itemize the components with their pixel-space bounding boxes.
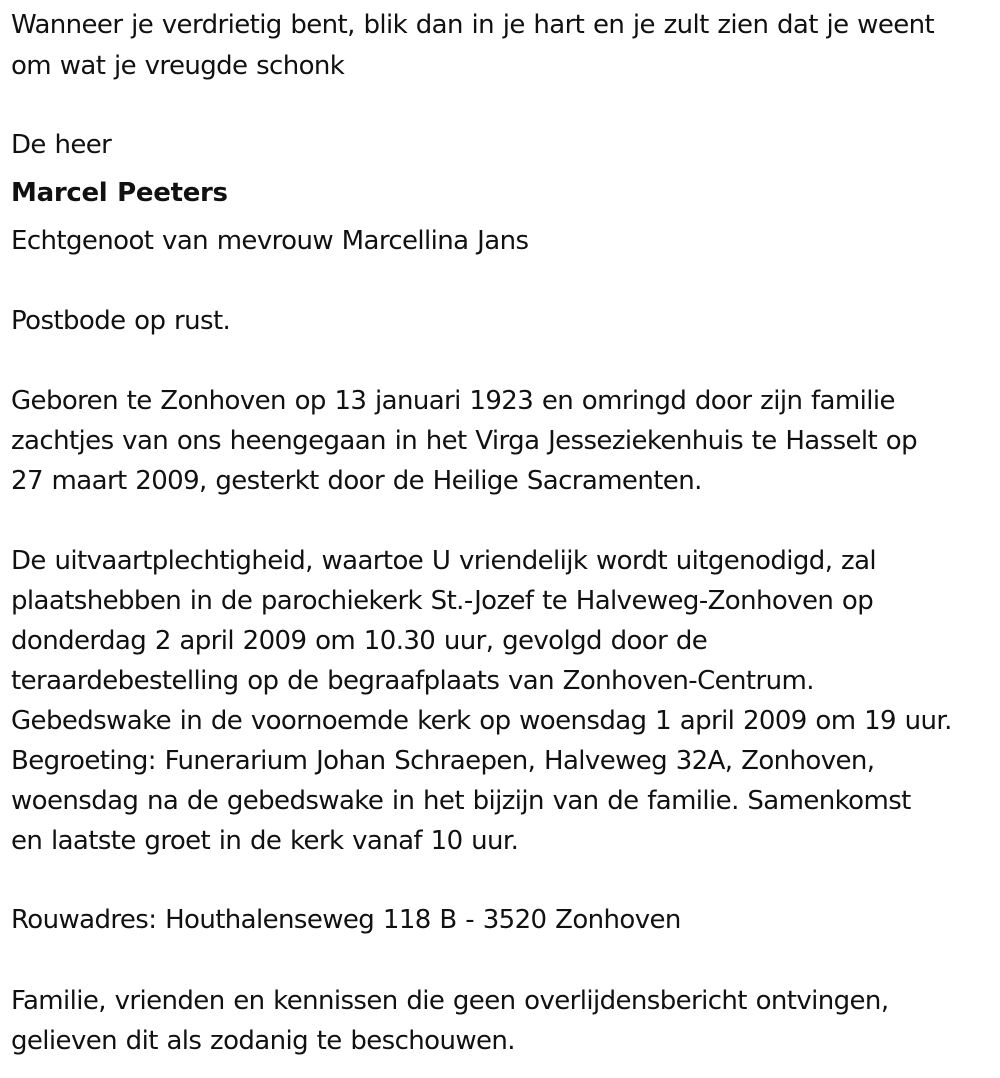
funeral-line-6: Begroeting: Funerarium Johan Schraepen, Halveweg 32A, Zonhoven, [11,746,875,776]
quote-line-1: Wanneer je verdrietig bent, blik dan in je hart en je zult zien dat je weent [11,10,935,40]
birth-death-line-1: Geboren te Zonhoven op 13 januari 1923 en omringd door zijn familie [11,386,895,416]
funeral-line-7: woensdag na de gebedswake in het bijzijn van de familie. Samenkomst [11,786,911,816]
birth-death-line-2: zachtjes van ons heengegaan in het Virga Jesseziekenhuis te Hasselt op [11,426,918,456]
funeral-line-5: Gebedswake in de voornoemde kerk op woensdag 1 april 2009 om 19 uur. [11,706,952,736]
spouse-line: Echtgenoot van mevrouw Marcellina Jans [11,226,529,256]
profession-line: Postbode op rust. [11,306,231,336]
mourning-address: Rouwadres: Houthalenseweg 118 B - 3520 Zonhoven [11,905,681,935]
funeral-line-2: plaatshebben in de parochiekerk St.-Jozef te Halveweg-Zonhoven op [11,586,874,616]
closing-line-1: Familie, vrienden en kennissen die geen overlijdensbericht ontvingen, [11,986,889,1016]
funeral-line-8: en laatste groet in de kerk vanaf 10 uur. [11,826,519,856]
closing-line-2: gelieven dit als zodanig te beschouwen. [11,1026,515,1056]
funeral-line-1: De uitvaartplechtigheid, waartoe U vriendelijk wordt uitgenodigd, zal [11,546,877,576]
deceased-name: Marcel Peeters [11,178,228,208]
quote-line-2: om wat je vreugde schonk [11,51,345,81]
funeral-line-3: donderdag 2 april 2009 om 10.30 uur, gevolgd door de [11,626,708,656]
salutation: De heer [11,130,112,160]
funeral-line-4: teraardebestelling op de begraafplaats van Zonhoven-Centrum. [11,666,814,696]
birth-death-line-3: 27 maart 2009, gesterkt door de Heilige Sacramenten. [11,466,702,496]
